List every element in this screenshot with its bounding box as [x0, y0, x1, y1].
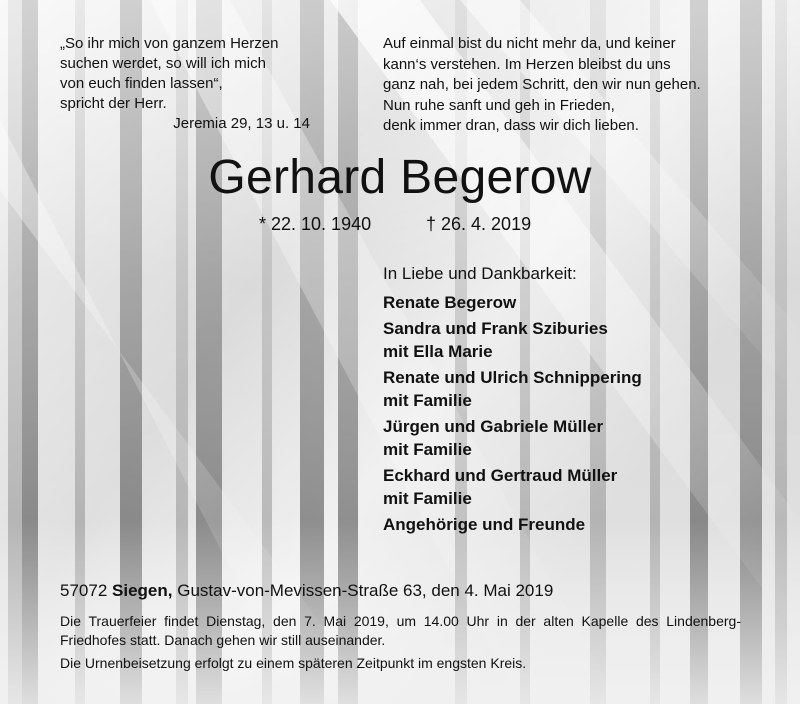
mourner-suffix: mit Familie [383, 391, 472, 410]
mourner-name: Renate und Ulrich Schnippering [383, 368, 642, 387]
poem-line: Auf einmal bist du nicht mehr da, und keiner [383, 35, 676, 52]
bible-verse [60, 34, 310, 134]
verse-line: spricht der Herr. [60, 95, 167, 112]
poem [383, 34, 753, 137]
poem-line: kann‘s verstehen. Im Herzen bleibst du uns [383, 55, 671, 73]
mourner-name: Renate Begerow [383, 293, 517, 312]
mourners-list [383, 262, 773, 539]
poem-line: denk immer dran, dass wir dich lieben. [383, 117, 639, 134]
mourners-intro: In Liebe und Dankbarkeit: [383, 264, 577, 283]
mourner-entry [383, 291, 773, 314]
mourner-entry [383, 464, 773, 510]
poem-line: Nun ruhe sanft und geh in Frieden, [383, 96, 615, 114]
mourner-name: Angehörige und Freunde [383, 515, 586, 534]
mourner-entry [383, 415, 773, 461]
postcode: 57072 [60, 581, 108, 600]
poem-line: ganz nah, bei jedem Schritt, den wir nun gehen. [383, 76, 701, 93]
address-date: Gustav-von-Mevissen-Straße 63, den 4. Mai 2019 [177, 581, 554, 600]
birth-date: * 22. 10. 1940 [259, 214, 372, 234]
verse-line: von euch finden lassen“, [60, 75, 223, 92]
mourner-name: Sandra und Frank Sziburies [383, 319, 608, 338]
city: Siegen, [112, 581, 173, 600]
death-date: † 26. 4. 2019 [426, 214, 532, 234]
mourner-suffix: mit Ella Marie [383, 342, 493, 361]
ceremony-text: Die Trauerfeier findet Dienstag, den 7. Mai 2019, um 14.00 Uhr in der alten Kapelle des Lindenberg-Friedhofes statt. Danach gehen wir still auseinander. [60, 613, 741, 648]
mourner-suffix: mit Familie [383, 440, 472, 459]
mourner-name: Jürgen und Gabriele Müller [383, 417, 604, 436]
deceased-name: Gerhard Begerow [208, 151, 592, 204]
mourner-entry [383, 317, 773, 363]
location-date-line [60, 580, 780, 602]
mourner-suffix: mit Familie [383, 489, 472, 508]
mourner-entry [383, 366, 773, 412]
mourner-name: Eckhard und Gertraud Müller [383, 466, 618, 485]
funeral-notice [60, 612, 741, 673]
verse-line: suchen werdet, so will ich mich [60, 55, 266, 72]
verse-line: „So ihr mich von ganzem Herzen [60, 35, 279, 52]
urn-burial-text: Die Urnenbeisetzung erfolgt zu einem späteren Zeitpunkt im engsten Kreis. [60, 655, 527, 671]
verse-reference: Jeremia 29, 13 u. 14 [173, 115, 310, 132]
mourner-entry [383, 513, 773, 536]
